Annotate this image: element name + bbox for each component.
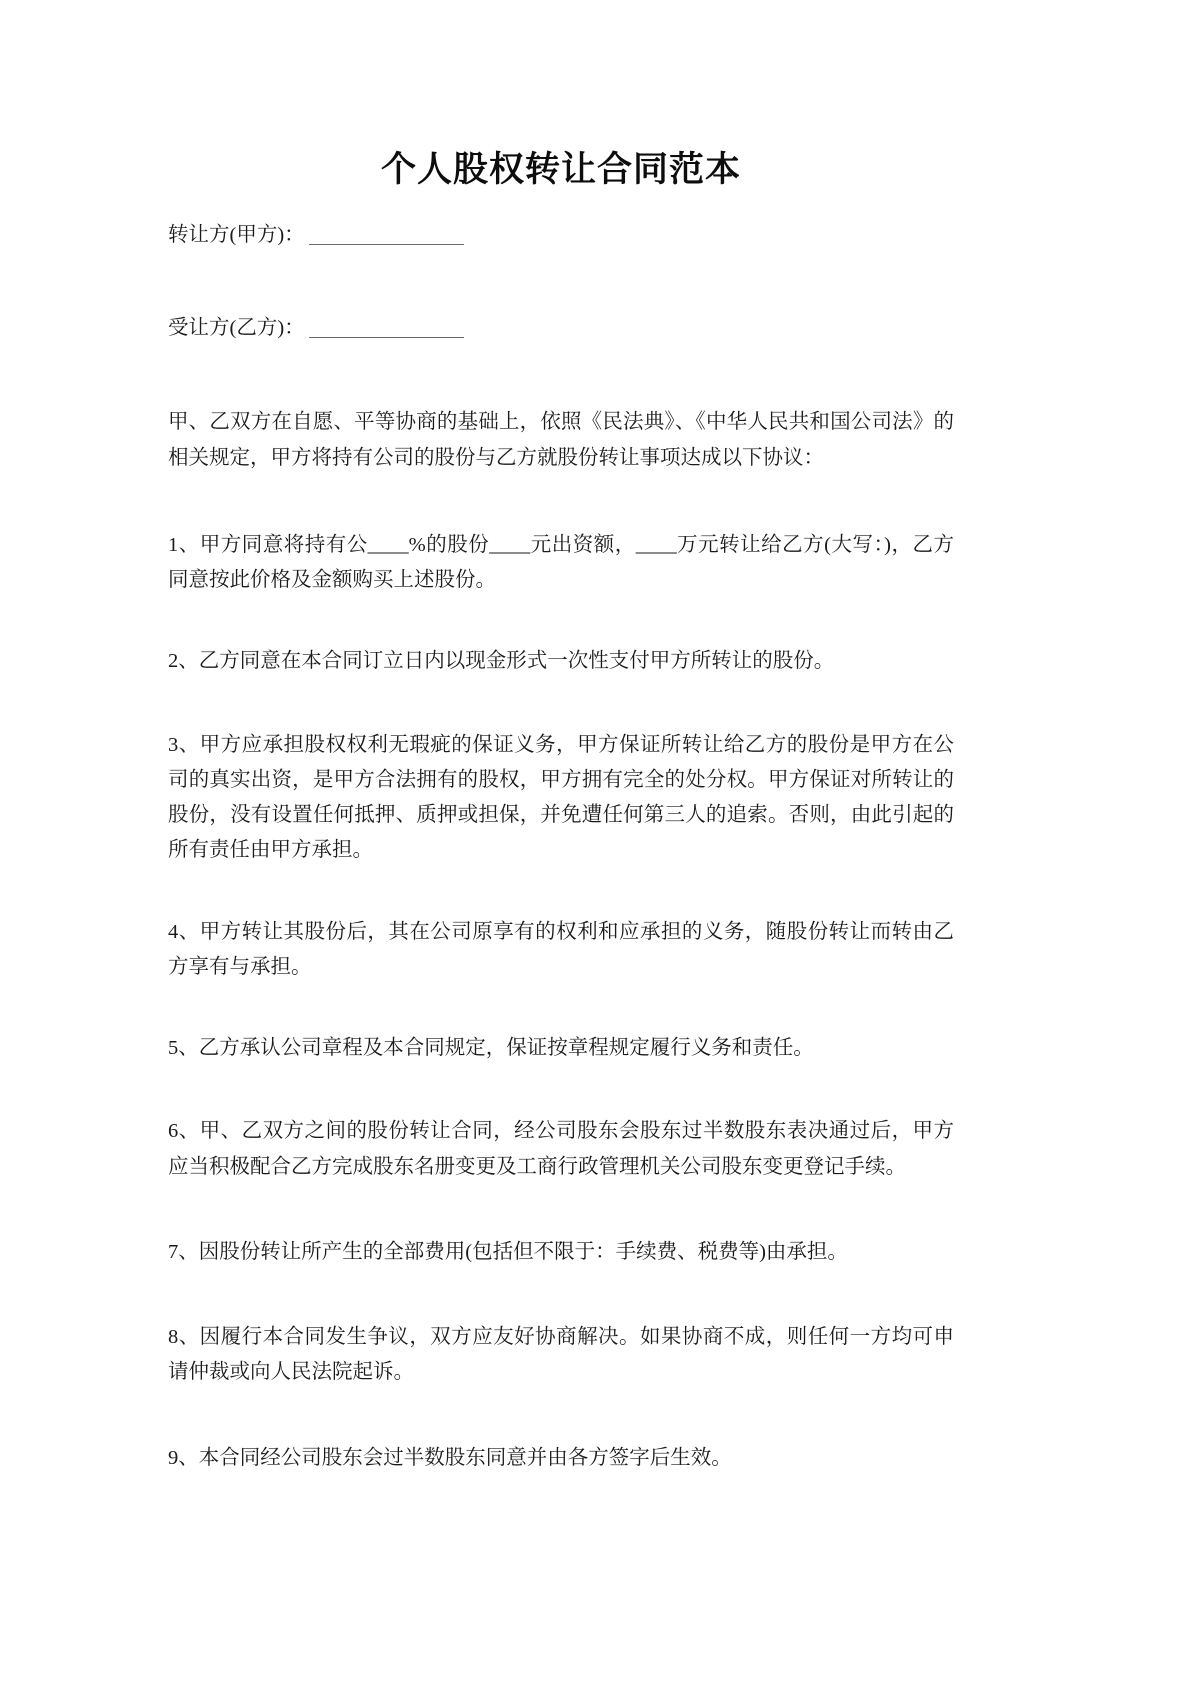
clause-item-7: 7、因股份转让所产生的全部费用(包括但不限于：手续费、税费等)由承担。 — [168, 1240, 848, 1263]
clause-item-9: 9、本合同经公司股东会过半数股东同意并由各方签字后生效。 — [168, 1446, 732, 1469]
clause-item-4: 4、甲方转让其股份后，其在公司原享有的权利和应承担的义务，随股份转让而转由乙方享有与承担。 — [168, 920, 954, 978]
transferee-label: 受让方(乙方)： — [168, 316, 305, 339]
transferee-party-row — [168, 313, 954, 344]
page-title: 个人股权转让合同范本 — [380, 150, 741, 189]
clause-list — [168, 528, 954, 1476]
document-content — [168, 0, 954, 1476]
clause-item-2: 2、乙方同意在本合同订立日内以现金形式一次性支付甲方所转让的股份。 — [168, 650, 835, 673]
transferor-input-blank[interactable] — [309, 244, 464, 245]
clause-item-6: 6、甲、乙双方之间的股份转让合同，经公司股东会股东过半数股东表决通过后，甲方应当积极配合乙方完成股东名册变更及工商行政管理机关公司股东变更登记手续。 — [168, 1120, 954, 1178]
transferee-input-blank[interactable] — [309, 337, 464, 338]
clause-item-1: 1、甲方同意将持有公____%的股份____元出资额，____万元转让给乙方(大写：)，乙方同意按此价格及金额购买上述股份。 — [168, 533, 954, 591]
transferor-label: 转让方(甲方)： — [168, 223, 305, 246]
transferor-party-row — [168, 220, 954, 251]
clause-item-3: 3、甲方应承担股权权利无瑕疵的保证义务，甲方保证所转让给乙方的股份是甲方在公司的真实出资，是甲方合法拥有的股权，甲方拥有完全的处分权。甲方保证对所转让的股份，没有设置任何抵押、质押或担保，并免遭任何第三人的追索。否则，由此引起的所有责任由甲方承担。 — [168, 733, 954, 862]
clause-item-8: 8、因履行本合同发生争议，双方应友好协商解决。如果协商不成，则任何一方均可申请仲裁或向人民法院起诉。 — [168, 1326, 954, 1384]
preamble-paragraph: 甲、乙双方在自愿、平等协商的基础上，依照《民法典》、《中华人民共和国公司法》的相关规定，甲方将持有公司的股份与乙方就股份转让事项达成以下协议： — [168, 411, 954, 469]
clause-item-5: 5、乙方承认公司章程及本合同规定，保证按章程规定履行义务和责任。 — [168, 1037, 814, 1059]
